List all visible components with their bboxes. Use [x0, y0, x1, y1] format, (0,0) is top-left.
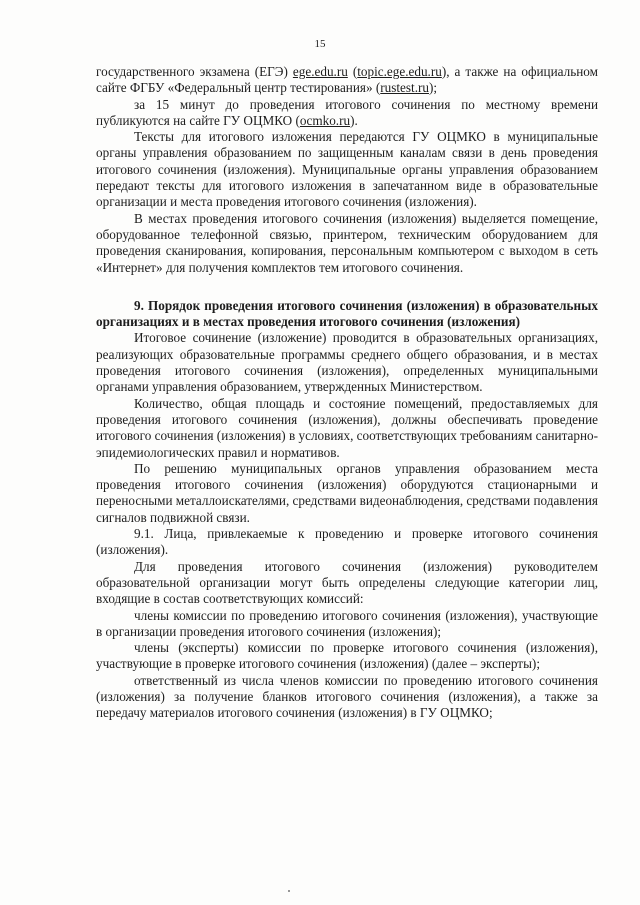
paragraph-rooms: Количество, общая площадь и состояние помещений, предоставляемых для проведения итогового сочинения (изложения), должны обеспечивать проведение итогового сочинения (изложения) в условиях, соответствующих требованиям санитарно-эпидемиологических правил и нормативов. — [96, 395, 598, 460]
scan-dot — [288, 890, 290, 892]
link-ege-edu[interactable]: ege.edu.ru — [292, 64, 348, 79]
link-topic-ege[interactable]: topic.ege.edu.ru — [357, 64, 442, 79]
paragraph-ege-sites — [96, 64, 598, 97]
paragraph-text: ( — [347, 64, 358, 79]
list-item-conduct-commission: члены комиссии по проведению итогового сочинения (изложения), участвующие в организации проведения итогового сочинения (изложения); — [96, 607, 598, 639]
page-number: 15 — [314, 38, 326, 50]
paragraph-text: ), а также на официальном сайте ФГБУ «Федеральный центр тестирования» ( — [96, 64, 598, 96]
paragraph-15-minutes — [96, 97, 598, 130]
link-ocmko[interactable]: ocmko.ru — [299, 112, 351, 128]
paragraph-texts-transfer: Тексты для итогового изложения передаются ГУ ОЦМКО в муниципальные органы управления образованием по защищенным каналам связи в день проведения итогового сочинения (изложения). Муниципальные органы управления образованием передают тексты для итогового изложения в запечатанном виде в образовательные организации и места проведения итогового сочинения (изложения). — [96, 129, 598, 210]
link-rustest[interactable]: rustest.ru — [380, 80, 429, 96]
paragraph-text: ). — [350, 112, 358, 128]
list-item-responsible-member: ответственный из числа членов комиссии по проведению итогового сочинения (изложения) за получение бланков итогового сочинения (изложения), а также за передачу материалов итогового сочинения (изложения) в ГУ ОЦМКО; — [96, 672, 598, 721]
paragraph-metal-detectors: По решению муниципальных органов управления образованием места проведения итогового сочинения (изложения) оборудуются стационарными и переносными металлоискателями, средствами видеонаблюдения, средствами подавления сигналов подвижной связи. — [96, 460, 598, 525]
section-heading-9: 9. Порядок проведения итогового сочинения (изложения) в образовательных организациях и в местах проведения итогового сочинения (изложения) — [96, 297, 598, 330]
paragraph-text: ); — [428, 80, 438, 96]
paragraph-equipment-room: В местах проведения итогового сочинения (изложения) выделяется помещение, оборудованное телефонной связью, принтером, техническим оборудованием для проведения сканирования, копирования, персональным компьютером с выходом в сеть «Интернет» для получения комплектов тем итогового сочинения. — [96, 210, 598, 275]
paragraph-text: государственного экзамена (ЕГЭ) — [96, 64, 293, 79]
subsection-9-1: 9.1. Лица, привлекаемые к проведению и проверке итогового сочинения (изложения). — [96, 526, 598, 558]
document-body — [96, 64, 598, 722]
paragraph-text: за 15 минут до проведения итогового сочинения по местному времени публикуются на сайте ГУ ОЦМКО ( — [96, 96, 598, 128]
paragraph-organizations: Итоговое сочинение (изложение) проводится в образовательных организациях, реализующих образовательные программы среднего общего образования, и в местах проведения итогового сочинения (изложения), определенных муниципальными органами управления образованием, утвержденных Министерством. — [96, 330, 598, 395]
list-item-experts: члены (эксперты) комиссии по проверке итогового сочинения (изложения), участвующие в проверке итогового сочинения (изложения) (далее – эксперты); — [96, 640, 598, 672]
paragraph-categories: Для проведения итогового сочинения (изложения) руководителем образовательной организации могут быть определены следующие категории лиц, входящие в состав соответствующих комиссий: — [96, 558, 598, 607]
